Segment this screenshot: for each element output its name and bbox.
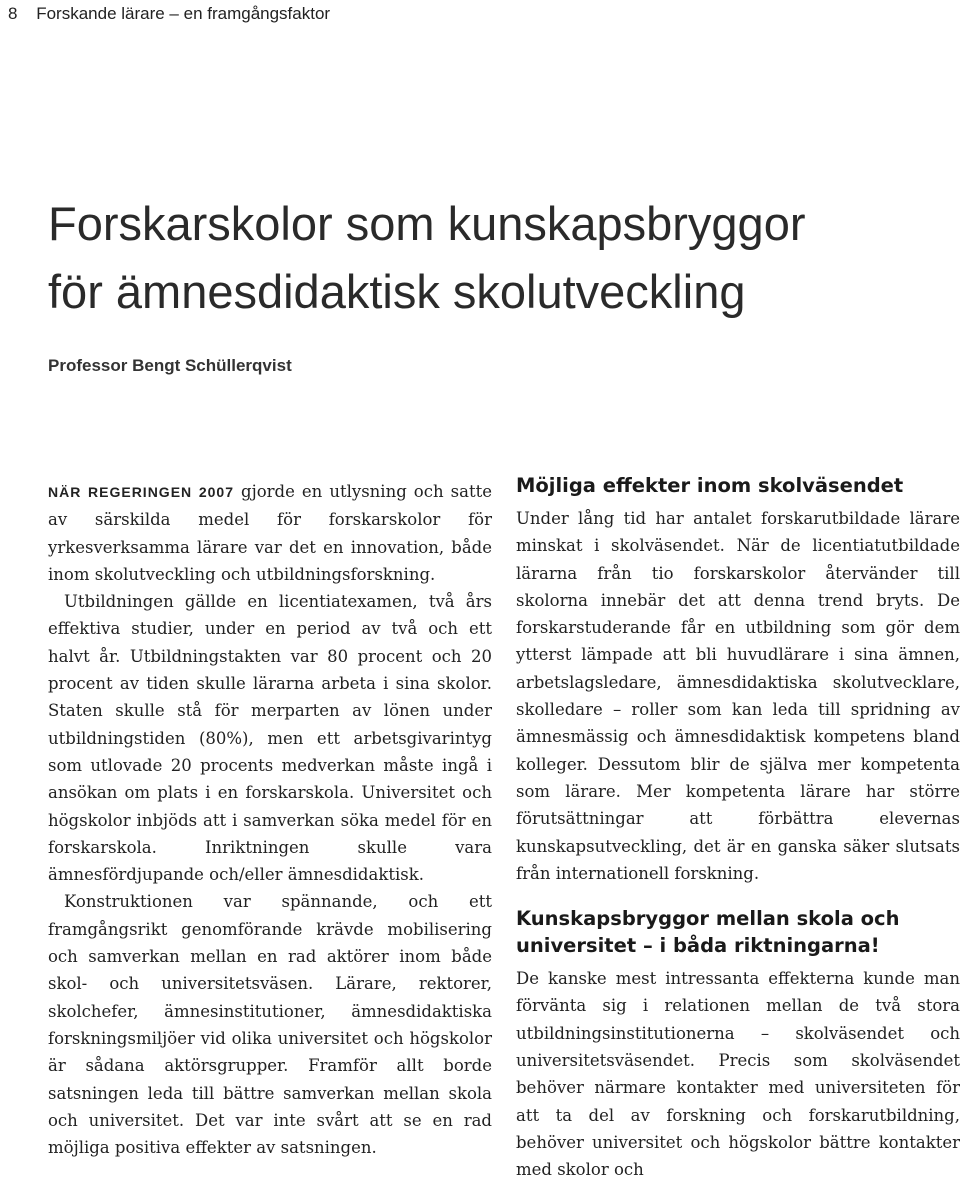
lead-caps: NÄR REGERINGEN 2007 (48, 484, 234, 500)
paragraph-intro (48, 478, 492, 588)
paragraph-effects: Under lång tid har antalet forskarutbildade lärare minskat i skolväsendet. När de licentiatutbildade lärarna från tio forskarskolor återvänder till skolorna innebär det att denna trend bryts. De forskarstuderande får en utbildning som gör dem ytterst lämpade att bli huvudlärare i sina ämnen, arbetslagsledare, ämnesdidaktiska skolutvecklare, skolledare – roller som kan leda till spridning av ämnesmässig och ämnesdidaktisk kompetens bland kolleger. Dessutom blir de själva mer kompetenta som lärare. Mer kompetenta lärare har större förutsättningar att förbättra elevernas kunskapsutveckling, det är en ganska säker slutsats från internationell forskning. (516, 509, 960, 883)
section-heading-effects: Möjliga effekter inom skolväsendet (516, 474, 904, 497)
title-line-2: för ämnesdidaktisk skolutveckling (48, 265, 746, 318)
paragraph-education: Utbildningen gällde en licentiatexamen, två års effektiva studier, under en period av två och ett halvt år. Utbildningstakten var 80 procent och 20 procent av tiden skulle lärarna arbeta i sina skolor. Staten skulle stå för merparten av lönen under utbildningstiden (80%), men ett arbetsgivarintyg som utlovade 20 procents medverkan måste ingå i ansökan om plats i en forskarskola. Universitet och högskolor inbjöds att i samverkan söka medel för en forskarskola. Inriktningen skulle vara ämnesfördjupande och/eller ämnesdidaktisk. (48, 592, 492, 885)
page-number: 8 (8, 4, 18, 23)
paragraph-bridges: De kanske mest intressanta effekterna kunde man förvänta sig i relationen mellan de två stora utbildningsinstitutionerna – skolväsendet och universitetsväsendet. Precis som skolväsendet behöver närmare kontakter med universiteten för att ta del av forskning och forskarutbildning, behöver universitet och högskolor bättre kontakter med skolor och (516, 969, 960, 1180)
right-column (516, 472, 960, 1184)
author-byline: Professor Bengt Schüllerqvist (48, 356, 292, 375)
section-heading-bridges: Kunskapsbryggor mellan skola och universitet – i båda riktningarna! (516, 907, 900, 958)
paragraph-construction: Konstruktionen var spännande, och ett framgångsrikt genomförande krävde mobilisering och samverkan mellan en rad aktörer inom både skol- och universitetsväsen. Lärare, rektorer, skolchefer, ämnesinstitutioner, ämnesdidaktiska forskningsmiljöer vid olika universitet och högskolor är sådana aktörsgrupper. Framför allt borde satsningen leda till bättre samverkan mellan skola och universitet. Det var inte svårt att se en rad möjliga positiva effekter av satsningen. (48, 892, 492, 1158)
title-line-1: Forskarskolor som kunskapsbryggor (48, 197, 806, 250)
paragraph-intro-text: gjorde en utlysning och satte av särskilda medel för forskarskolor för yrkesverksamma lärare var det en innovation, både inom skolutveckling och utbildningsforskning. (48, 482, 492, 584)
running-title: Forskande lärare – en framgångsfaktor (36, 4, 331, 23)
running-header (8, 4, 330, 24)
left-column (48, 478, 492, 1161)
article-title (48, 190, 928, 326)
